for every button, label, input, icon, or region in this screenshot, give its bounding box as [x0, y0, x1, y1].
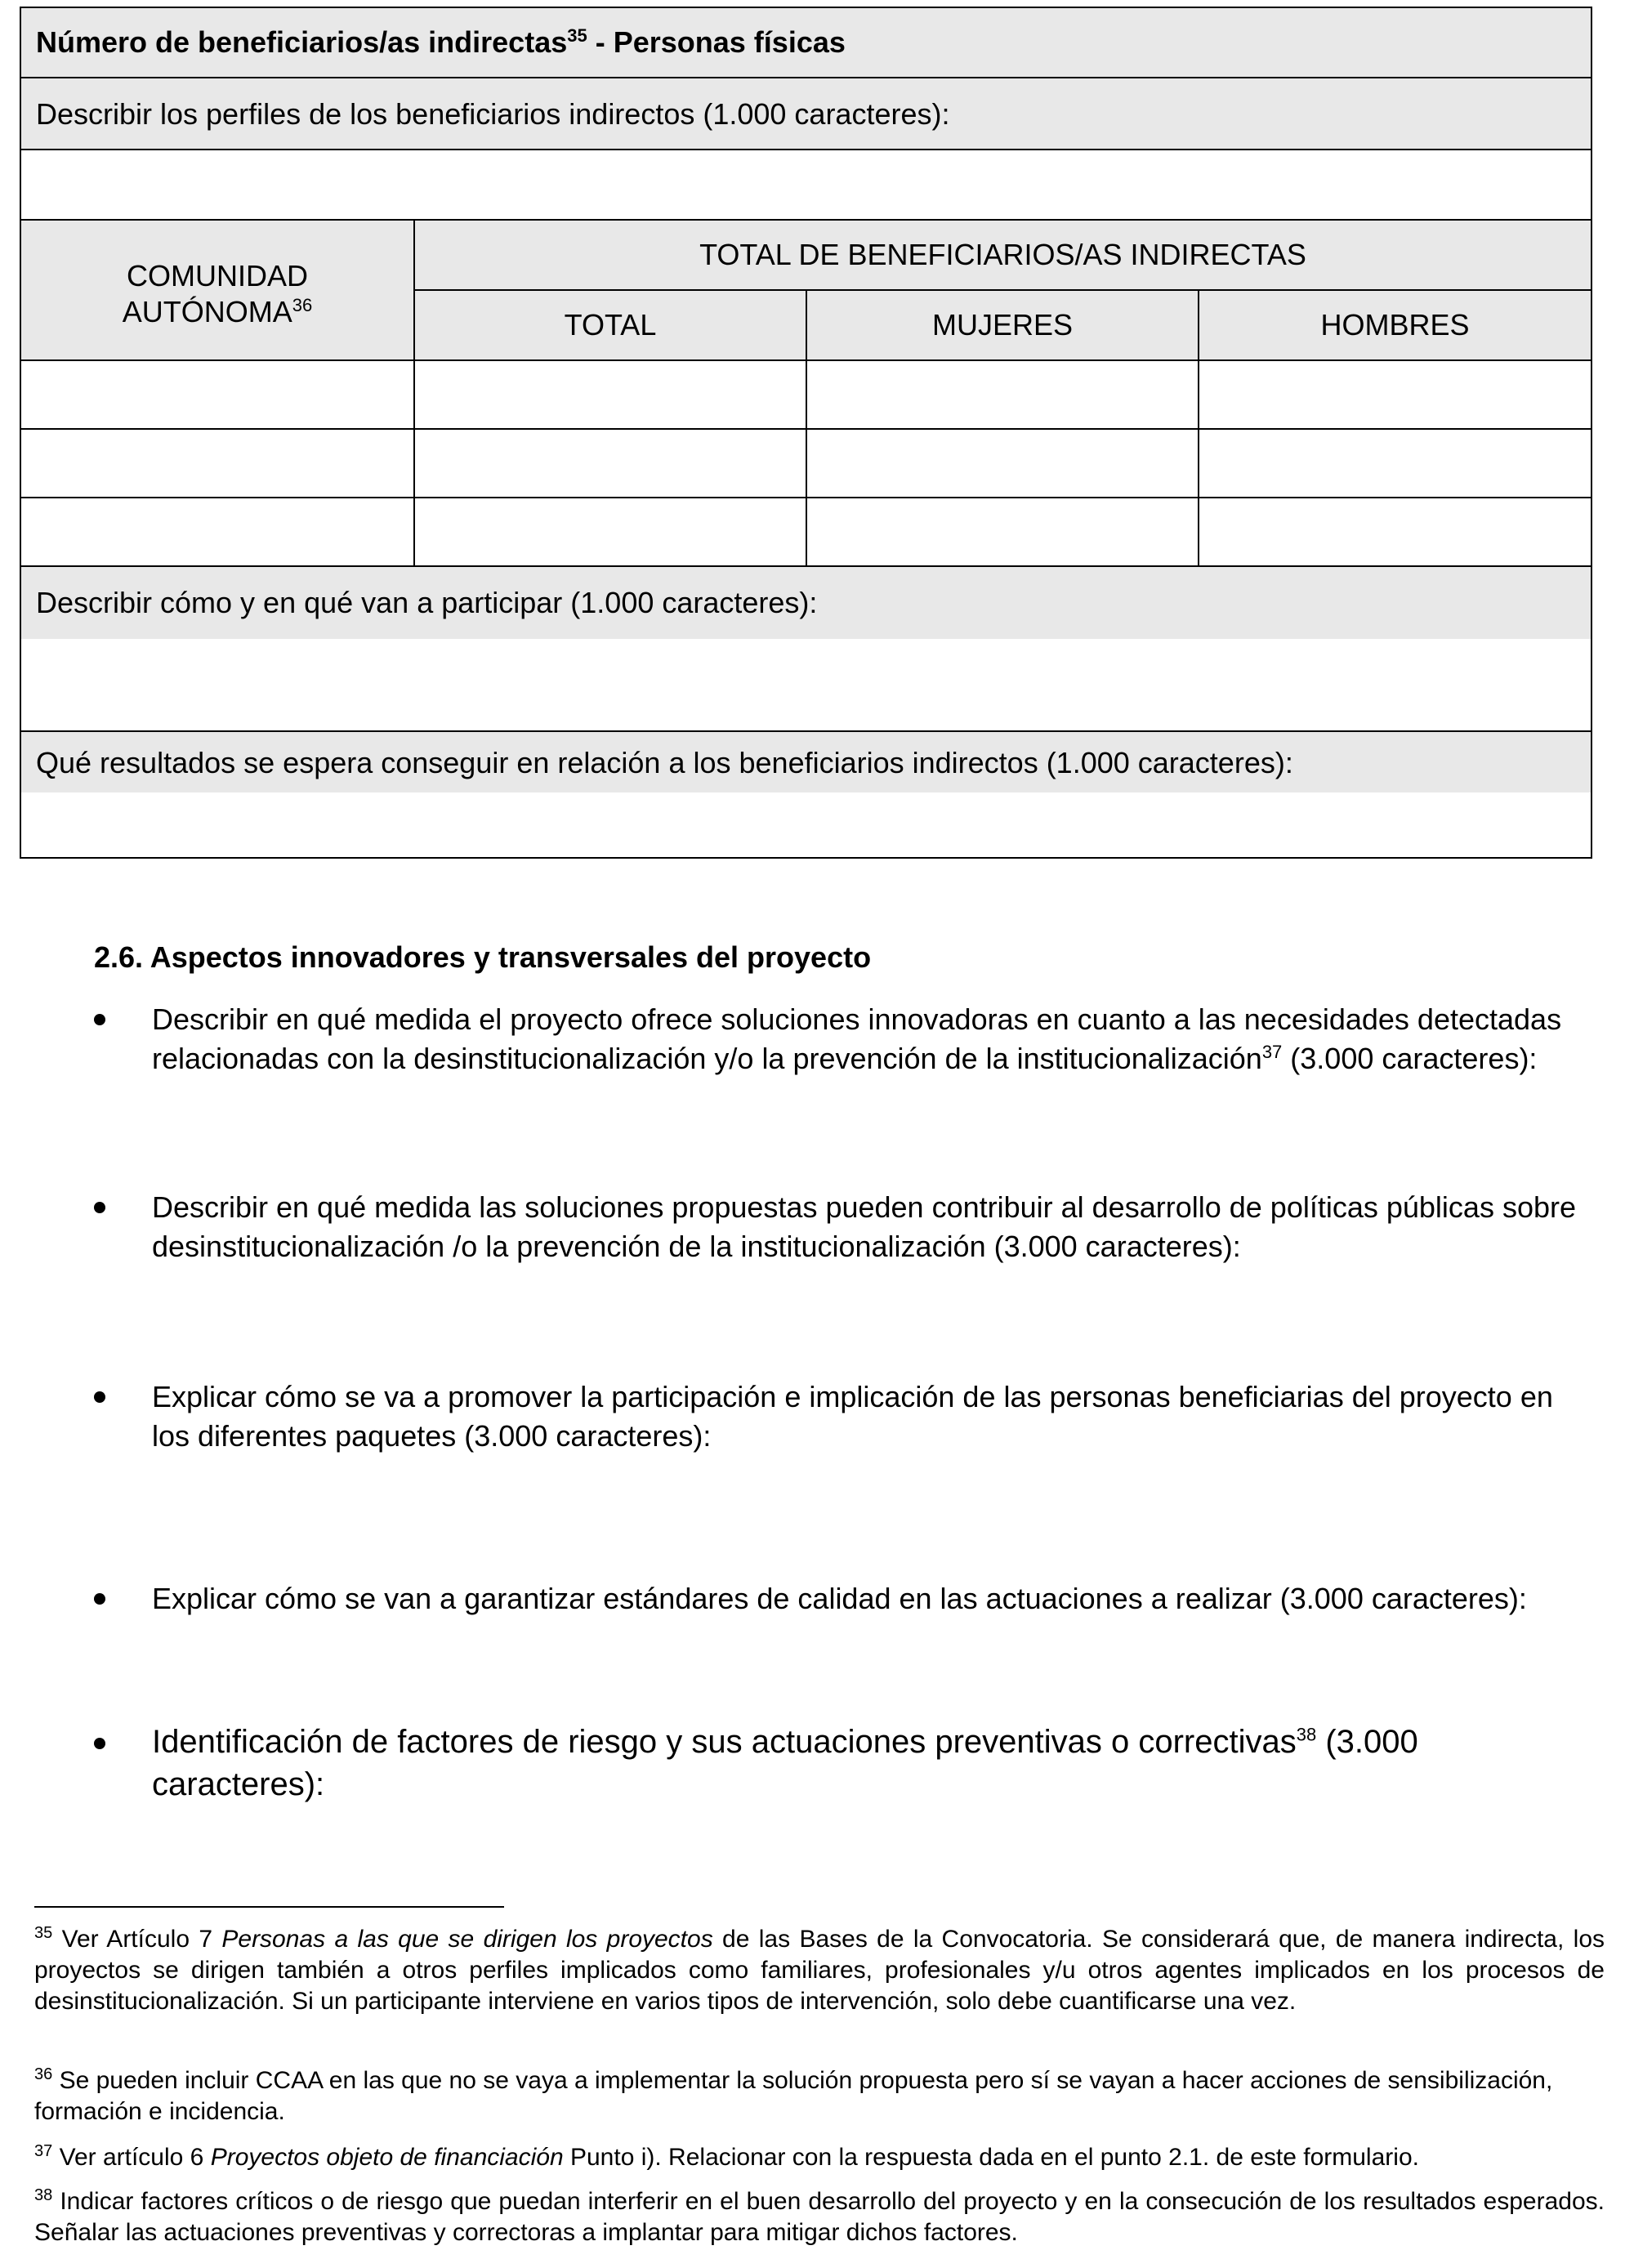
- beneficiaries-table: [20, 7, 1592, 859]
- results-label: Qué resultados se espera conseguir en relación a los beneficiarios indirectos (1.000 caracteres):: [36, 746, 1293, 779]
- group-header: TOTAL DE BENEFICIARIOS/AS INDIRECTAS: [699, 238, 1306, 271]
- col-mujeres: MUJERES: [931, 308, 1074, 342]
- table-title-row: [21, 8, 1591, 77]
- footnote-38: $^{38}$ Indicar factores críticos o de riesgo que puedan interferir en el buen desarrollo del proyecto y en la consecución de los resultados esperados. Señalar las actuaciones preventivas y correctoras a implantar para mitigar dichos factores.: [34, 2186, 1605, 2246]
- footnote-separator: [34, 1906, 504, 1908]
- col-hombres: HOMBRES: [1320, 308, 1470, 342]
- footnote-35: $^{35}$ Ver Artículo 7 Personas a las que se dirigen los proyectos de las Bases de la Convocatoria. Se considerará que, de manera indirecta, los proyectos se dirigen también a otros perfiles implicados como familiares, profesionales y/u otros agentes implicados en los procesos de desinstitucionalización. Si un participante interviene en varios tipos de intervención, solo debe cuantificarse una vez.: [34, 1924, 1605, 2015]
- header-mujeres: [807, 291, 1198, 359]
- bullet-dot-icon: [94, 1014, 105, 1025]
- results-label-row: [21, 732, 1591, 792]
- bullet-item-5: Identificación de factores de riesgo y sus actuaciones preventivas o correctivas$^{38}$ (3.000 caracteres):: [152, 1724, 1418, 1802]
- table-title: Número de beneficiarios/as indirectas$^{35}$ - Personas físicas: [36, 25, 846, 59]
- profiles-input-area[interactable]: [21, 150, 1591, 219]
- results-input-area[interactable]: [21, 792, 1591, 857]
- participation-label: Describir cómo y en qué van a participar (1.000 caracteres):: [36, 586, 818, 619]
- participation-label-row: [21, 567, 1591, 639]
- profiles-label-row: [21, 78, 1591, 149]
- section-heading: 2.6. Aspectos innovadores y transversales del proyecto: [94, 940, 872, 974]
- table-header-group: [415, 221, 1591, 289]
- footnote-36: $^{36}$ Se pueden incluir CCAA en las que no se vaya a implementar la solución propuesta pero sí se vayan a hacer acciones de sensibilización, formación e incidencia.: [34, 2065, 1553, 2125]
- bullet-dot-icon: [94, 1391, 105, 1403]
- bullet-item-2: Describir en qué medida las soluciones propuestas pueden contribuir al desarrollo de políticas públicas sobre desinstitucionalización /o la prevención de la institucionalización (3.000 caracteres):: [152, 1190, 1576, 1263]
- col-ccaa-header: COMUNIDAD AUTÓNOMA$^{36}$: [54, 258, 381, 330]
- header-hombres: [1199, 291, 1591, 359]
- profiles-label: Describir los perfiles de los beneficiarios indirectos (1.000 caracteres):: [36, 97, 950, 131]
- bullet-item-4: Explicar cómo se van a garantizar estándares de calidad en las actuaciones a realizar (3.000 caracteres):: [152, 1582, 1527, 1615]
- header-total: [415, 291, 806, 359]
- bullet-item-3: Explicar cómo se va a promover la participación e implicación de las personas beneficiarias del proyecto en los diferentes paquetes (3.000 caracteres):: [152, 1380, 1553, 1453]
- bullet-item-1: Describir en qué medida el proyecto ofrece soluciones innovadoras en cuanto a las necesidades detectadas relacionadas con la desinstitucionalización y/o la prevención de la institucionalización$^{37}$ (3.000 caracteres):: [152, 1002, 1562, 1075]
- bullet-dot-icon: [94, 1202, 105, 1213]
- col-total: TOTAL: [564, 308, 657, 342]
- bullet-dot-icon: [94, 1593, 105, 1605]
- footnote-37: $^{37}$ Ver artículo 6 Proyectos objeto de financiación Punto i). Relacionar con la respuesta dada en el punto 2.1. de este formulario.: [34, 2142, 1419, 2171]
- participation-input-area[interactable]: [21, 639, 1591, 730]
- bullet-dot-icon: [94, 1738, 105, 1749]
